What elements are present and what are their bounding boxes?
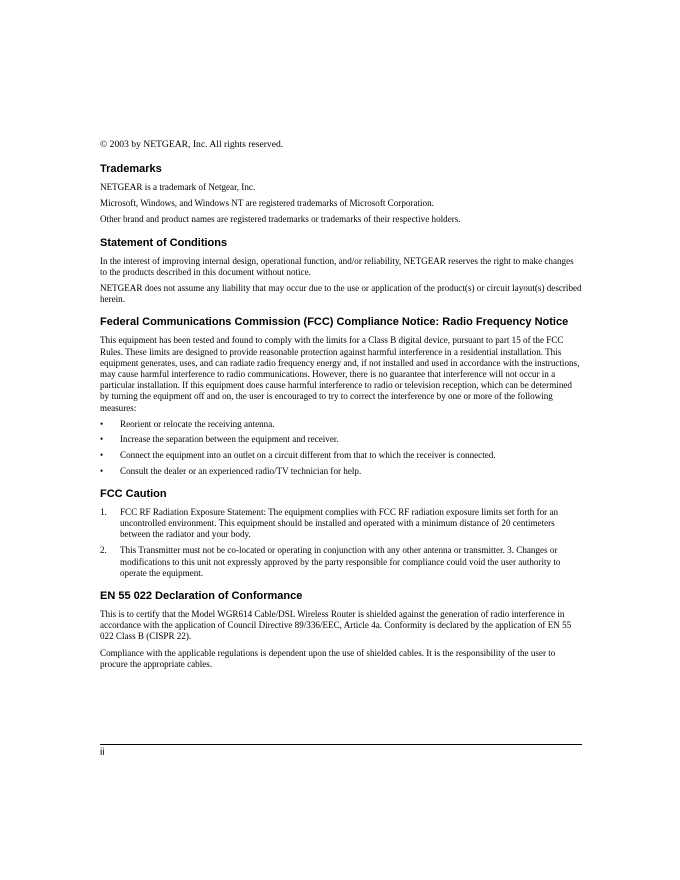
fcc-measures-list xyxy=(100,419,582,477)
list-item xyxy=(100,419,582,430)
list-item-text: This Transmitter must not be co-located or operating in conjunction with any other antenna or transmitter. 3. Changes or modifications to this unit not expressly approved by the party responsible for compliance could void the user authority to operate the equipment. xyxy=(120,545,561,578)
footer-divider xyxy=(100,744,582,745)
page-number: ii xyxy=(100,747,105,758)
list-item xyxy=(100,507,582,541)
en55022-paragraph-1: This is to certify that the Model WGR614 Cable/DSL Wireless Router is shielded against the generation of radio interference in accordance with the application of Council Directive 89/336/EEC, Article 4a. Conformity is declared by the application of EN 55 022 Class B (CISPR 22). xyxy=(100,609,572,642)
caution-section xyxy=(100,488,582,579)
trademarks-paragraph-3: Other brand and product names are registered trademarks or trademarks of their respective holders. xyxy=(100,214,461,225)
list-item xyxy=(100,434,582,445)
bullet-marker: • xyxy=(100,434,104,445)
list-item xyxy=(100,545,582,579)
en55022-section xyxy=(100,590,582,670)
trademarks-section xyxy=(100,163,582,226)
page-content xyxy=(100,163,582,681)
conditions-section xyxy=(100,237,582,306)
document-page xyxy=(100,0,582,880)
fcc-section xyxy=(100,316,582,476)
bullet-marker: • xyxy=(100,418,104,429)
en55022-heading: EN 55 022 Declaration of Conformance xyxy=(100,590,303,603)
list-item xyxy=(100,450,582,461)
conditions-paragraph-1: In the interest of improving internal design, operational function, and/or reliability, NETGEAR reserves the right to make changes to the products described in this document without notice. xyxy=(100,255,574,277)
list-item-text: Consult the dealer or an experienced radio/TV technician for help. xyxy=(120,465,362,476)
list-number: 1. xyxy=(100,506,107,517)
trademarks-paragraph-2: Microsoft, Windows, and Windows NT are registered trademarks of Microsoft Corporation. xyxy=(100,198,434,209)
list-item xyxy=(100,466,582,477)
list-item-text: Connect the equipment into an outlet on a circuit different from that to which the receiver is connected. xyxy=(120,450,496,461)
caution-heading: FCC Caution xyxy=(100,487,167,500)
trademarks-heading: Trademarks xyxy=(100,163,162,175)
trademarks-paragraph-1: NETGEAR is a trademark of Netgear, Inc. xyxy=(100,182,256,192)
conditions-heading: Statement of Conditions xyxy=(100,236,228,249)
list-item-text: Increase the separation between the equipment and receiver. xyxy=(120,434,339,445)
caution-list xyxy=(100,507,582,579)
conditions-paragraph-2: NETGEAR does not assume any liability that may occur due to the use or application of the product(s) or circuit layout(s) described herein. xyxy=(100,283,582,305)
fcc-heading: Federal Communications Commission (FCC) Compliance Notice: Radio Frequency Notice xyxy=(100,316,569,329)
en55022-paragraph-2: Compliance with the applicable regulations is dependent upon the use of shielded cables. It is the responsibility of the user to procure the appropriate cables. xyxy=(100,647,556,669)
fcc-paragraph: This equipment has been tested and found to comply with the limits for a Class B digital device, pursuant to part 15 of the FCC Rules. These limits are designed to provide reasonable protection against harmful interference in a residential installation. This equipment generates, uses, and can radiate radio frequency energy and, if not installed and used in accordance with the instructions, may cause harmful interference to radio communications. However, there is no guarantee that interference will not occur in a particular installation. If this equipment does cause harmful interference to radio or television reception, which can be determined by turning the equipment off and on, the user is encouraged to try to correct the interference by one or more of the following measures: xyxy=(100,335,580,413)
list-item-text: FCC RF Radiation Exposure Statement: The equipment complies with FCC RF radiation exposure limits set forth for an uncontrolled environment. This equipment should be installed and operated with a minimum distance of 20 centimeters between the radiator and your body. xyxy=(120,506,559,540)
list-item-text: Reorient or relocate the receiving antenna. xyxy=(120,418,275,429)
copyright-notice: © 2003 by NETGEAR, Inc. All rights reserved. xyxy=(100,139,284,150)
list-number: 2. xyxy=(100,545,107,556)
bullet-marker: • xyxy=(100,465,104,476)
bullet-marker: • xyxy=(100,450,104,461)
